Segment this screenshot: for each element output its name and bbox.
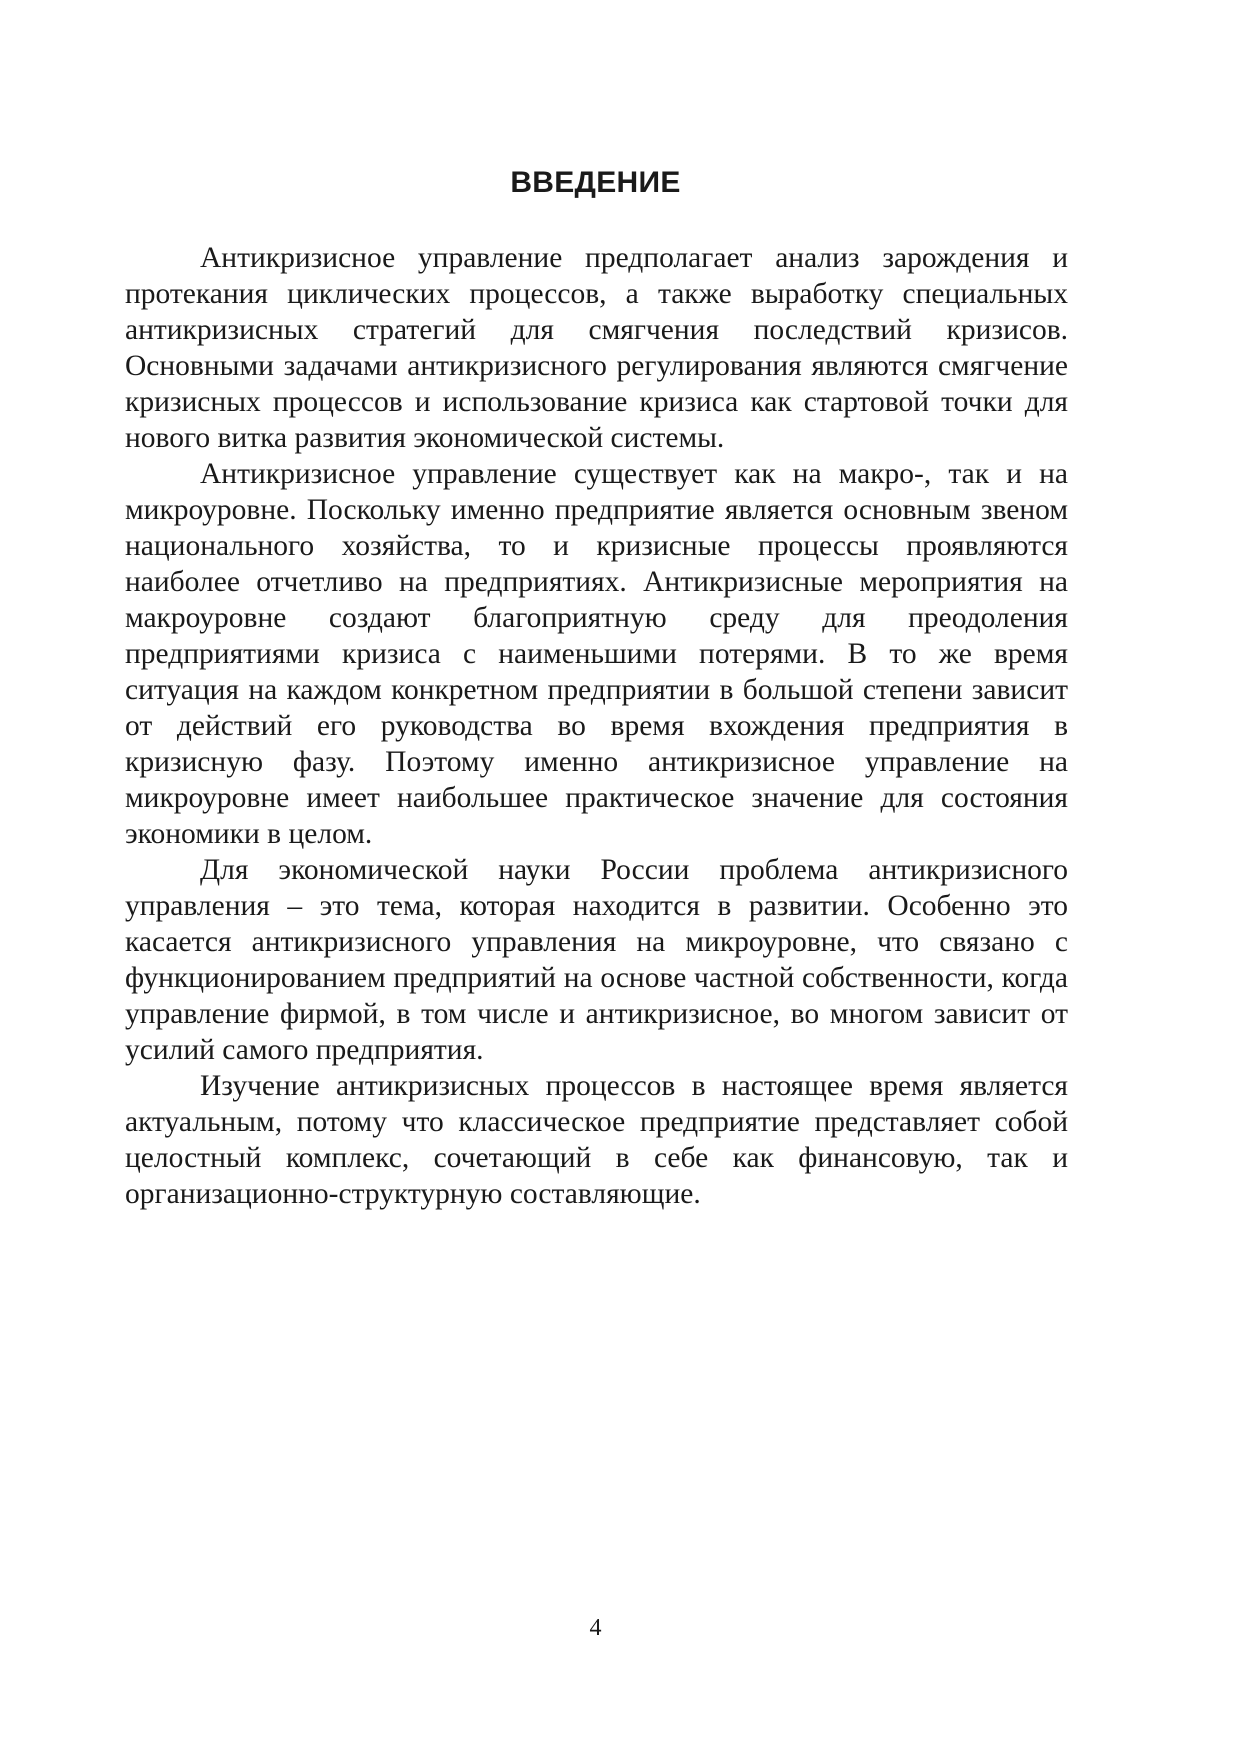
paragraph-4: Изучение антикризисных процессов в настоящее время является актуальным, потому что классическое предприятие представляет собой целостный комплекс, сочетающий в себе как финансовую, так и организационно-структурную составляющие.	[125, 1070, 1068, 1210]
paragraph-2: Антикризисное управление существует как на макро-, так и на микроуровне. Поскольку именно предприятие является основным звеном национального хозяйства, то и кризисные процессы проявляются наиболее отчетливо на предприятиях. Антикризисные мероприятия на макроуровне создают благоприятную среду для преодоления предприятиями кризиса с наименьшими потерями. В то же время ситуация на каждом конкретном предприятии в большой степени зависит от действий его руководства во время вхождения предприятия в кризисную фазу. Поэтому именно антикризисное управление на микроуровне имеет наибольшее практическое значение для состояния экономики в целом.	[125, 458, 1068, 850]
page-number: 4	[589, 1615, 602, 1641]
paragraph-3: Для экономической науки России проблема антикризисного управления – это тема, которая находится в развитии. Особенно это касается антикризисного управления на микроуровне, что связано с функционированием предприятий на основе частной собственности, когда управление фирмой, в том числе и антикризисное, во многом зависит от усилий самого предприятия.	[125, 854, 1068, 1066]
body-text	[125, 240, 1068, 1212]
paragraph-1: Антикризисное управление предполагает анализ зарождения и протекания циклических процессов, а также выработку специальных антикризисных стратегий для смягчения последствий кризисов. Основными задачами антикризисного регулирования являются смягчение кризисных процессов и использование кризиса как стартовой точки для нового витка развития экономической системы.	[125, 242, 1068, 454]
page-title: ВВЕДЕНИЕ	[510, 166, 681, 199]
